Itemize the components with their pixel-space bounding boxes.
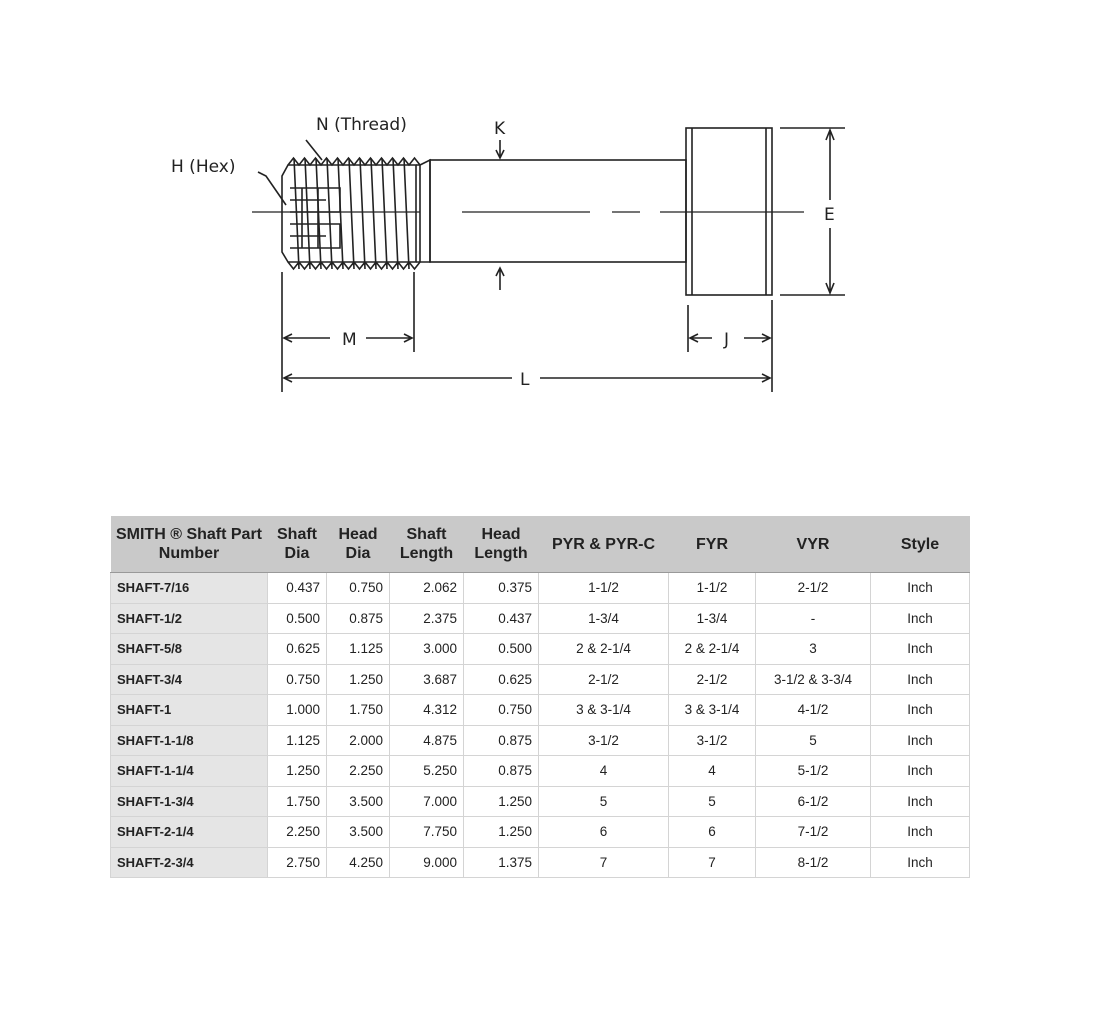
- table-cell: 1.250: [268, 756, 327, 787]
- table-cell: 1.750: [268, 786, 327, 817]
- table-cell: 2.000: [327, 725, 390, 756]
- table-cell: Inch: [871, 756, 970, 787]
- table-row: [111, 603, 970, 634]
- part-number-cell: SHAFT-1-1/8: [111, 725, 268, 756]
- part-number-cell: SHAFT-7/16: [111, 573, 268, 604]
- table-cell: 4: [669, 756, 756, 787]
- table-cell: Inch: [871, 634, 970, 665]
- column-header: Shaft Length: [390, 516, 464, 573]
- table-cell: 1.125: [268, 725, 327, 756]
- table-cell: 5: [756, 725, 871, 756]
- table-row: [111, 695, 970, 726]
- table-cell: 0.437: [268, 573, 327, 604]
- label-l: L: [520, 370, 530, 390]
- part-number-cell: SHAFT-2-1/4: [111, 817, 268, 848]
- table-cell: 0.750: [268, 664, 327, 695]
- table-cell: 0.875: [464, 756, 539, 787]
- table-cell: Inch: [871, 603, 970, 634]
- table-row: [111, 573, 970, 604]
- table-cell: Inch: [871, 695, 970, 726]
- table-cell: 6-1/2: [756, 786, 871, 817]
- table-cell: 2 & 2-1/4: [669, 634, 756, 665]
- column-header: Head Length: [464, 516, 539, 573]
- thread-teeth: [288, 158, 420, 269]
- part-number-cell: SHAFT-1/2: [111, 603, 268, 634]
- shaft-drawing: [0, 0, 1117, 500]
- column-header: SMITH ® Shaft Part Number: [111, 516, 268, 573]
- table-row: [111, 756, 970, 787]
- table-row: [111, 664, 970, 695]
- column-header: VYR: [756, 516, 871, 573]
- table-row: [111, 786, 970, 817]
- table-cell: Inch: [871, 725, 970, 756]
- table-cell: 3-1/2: [539, 725, 669, 756]
- table-cell: 1.750: [327, 695, 390, 726]
- table-cell: 1-1/2: [669, 573, 756, 604]
- table-cell: 1.375: [464, 847, 539, 878]
- table-cell: 0.750: [327, 573, 390, 604]
- table-cell: 3 & 3-1/4: [539, 695, 669, 726]
- table-cell: 6: [669, 817, 756, 848]
- table-cell: 1.250: [464, 817, 539, 848]
- table-cell: Inch: [871, 786, 970, 817]
- shaft-body: [430, 160, 686, 262]
- table-cell: 2.250: [327, 756, 390, 787]
- part-number-cell: SHAFT-3/4: [111, 664, 268, 695]
- table-cell: 5-1/2: [756, 756, 871, 787]
- table-cell: 3-1/2 & 3-3/4: [756, 664, 871, 695]
- table-cell: 0.437: [464, 603, 539, 634]
- table-cell: 3-1/2: [669, 725, 756, 756]
- table-cell: 2.250: [268, 817, 327, 848]
- table-cell: 0.875: [327, 603, 390, 634]
- label-m: M: [342, 330, 357, 350]
- part-number-cell: SHAFT-1-1/4: [111, 756, 268, 787]
- table-cell: 2 & 2-1/4: [539, 634, 669, 665]
- table-cell: 5: [669, 786, 756, 817]
- table-cell: 4: [539, 756, 669, 787]
- table-row: [111, 847, 970, 878]
- table-cell: 2-1/2: [539, 664, 669, 695]
- table-cell: 3.000: [390, 634, 464, 665]
- table-cell: 1-1/2: [539, 573, 669, 604]
- label-e: E: [824, 205, 835, 225]
- table-cell: 0.500: [268, 603, 327, 634]
- table-cell: 1.000: [268, 695, 327, 726]
- table-cell: 0.500: [464, 634, 539, 665]
- table-cell: Inch: [871, 573, 970, 604]
- table-row: [111, 634, 970, 665]
- column-header: Shaft Dia: [268, 516, 327, 573]
- table-cell: 7.750: [390, 817, 464, 848]
- table-cell: 3 & 3-1/4: [669, 695, 756, 726]
- table-cell: 2-1/2: [756, 573, 871, 604]
- table-cell: -: [756, 603, 871, 634]
- label-j: J: [724, 330, 730, 350]
- table-cell: Inch: [871, 664, 970, 695]
- table-cell: 4.875: [390, 725, 464, 756]
- label-thread: N (Thread): [316, 115, 407, 135]
- table-cell: 1-3/4: [539, 603, 669, 634]
- table-row: [111, 817, 970, 848]
- table-cell: 5: [539, 786, 669, 817]
- table-cell: 1-3/4: [669, 603, 756, 634]
- table-cell: 0.875: [464, 725, 539, 756]
- table-cell: Inch: [871, 847, 970, 878]
- table-cell: 7: [669, 847, 756, 878]
- table-cell: 9.000: [390, 847, 464, 878]
- column-header: PYR & PYR-C: [539, 516, 669, 573]
- table-cell: 1.250: [327, 664, 390, 695]
- table-cell: 0.750: [464, 695, 539, 726]
- table-cell: 1.125: [327, 634, 390, 665]
- table-cell: 2.062: [390, 573, 464, 604]
- table-cell: 4-1/2: [756, 695, 871, 726]
- table-row: [111, 725, 970, 756]
- table-cell: 1.250: [464, 786, 539, 817]
- table-cell: 0.625: [464, 664, 539, 695]
- table-cell: 3.687: [390, 664, 464, 695]
- table-cell: 2.750: [268, 847, 327, 878]
- table-cell: 6: [539, 817, 669, 848]
- part-number-cell: SHAFT-2-3/4: [111, 847, 268, 878]
- shaft-spec-table: [110, 516, 970, 878]
- table-cell: 5.250: [390, 756, 464, 787]
- column-header: FYR: [669, 516, 756, 573]
- table-cell: 2-1/2: [669, 664, 756, 695]
- table-cell: 7.000: [390, 786, 464, 817]
- table-cell: 7-1/2: [756, 817, 871, 848]
- table-cell: Inch: [871, 817, 970, 848]
- part-number-cell: SHAFT-1-3/4: [111, 786, 268, 817]
- part-number-cell: SHAFT-5/8: [111, 634, 268, 665]
- table-cell: 0.375: [464, 573, 539, 604]
- table-cell: 7: [539, 847, 669, 878]
- table-cell: 3.500: [327, 786, 390, 817]
- table-cell: 4.250: [327, 847, 390, 878]
- label-hex: H (Hex): [171, 157, 236, 177]
- table-cell: 4.312: [390, 695, 464, 726]
- table-cell: 3: [756, 634, 871, 665]
- table-cell: 2.375: [390, 603, 464, 634]
- table-cell: 3.500: [327, 817, 390, 848]
- column-header: Style: [871, 516, 970, 573]
- table-header: [111, 516, 970, 573]
- table-cell: 8-1/2: [756, 847, 871, 878]
- table-cell: 0.625: [268, 634, 327, 665]
- part-number-cell: SHAFT-1: [111, 695, 268, 726]
- column-header: Head Dia: [327, 516, 390, 573]
- label-k: K: [494, 119, 506, 139]
